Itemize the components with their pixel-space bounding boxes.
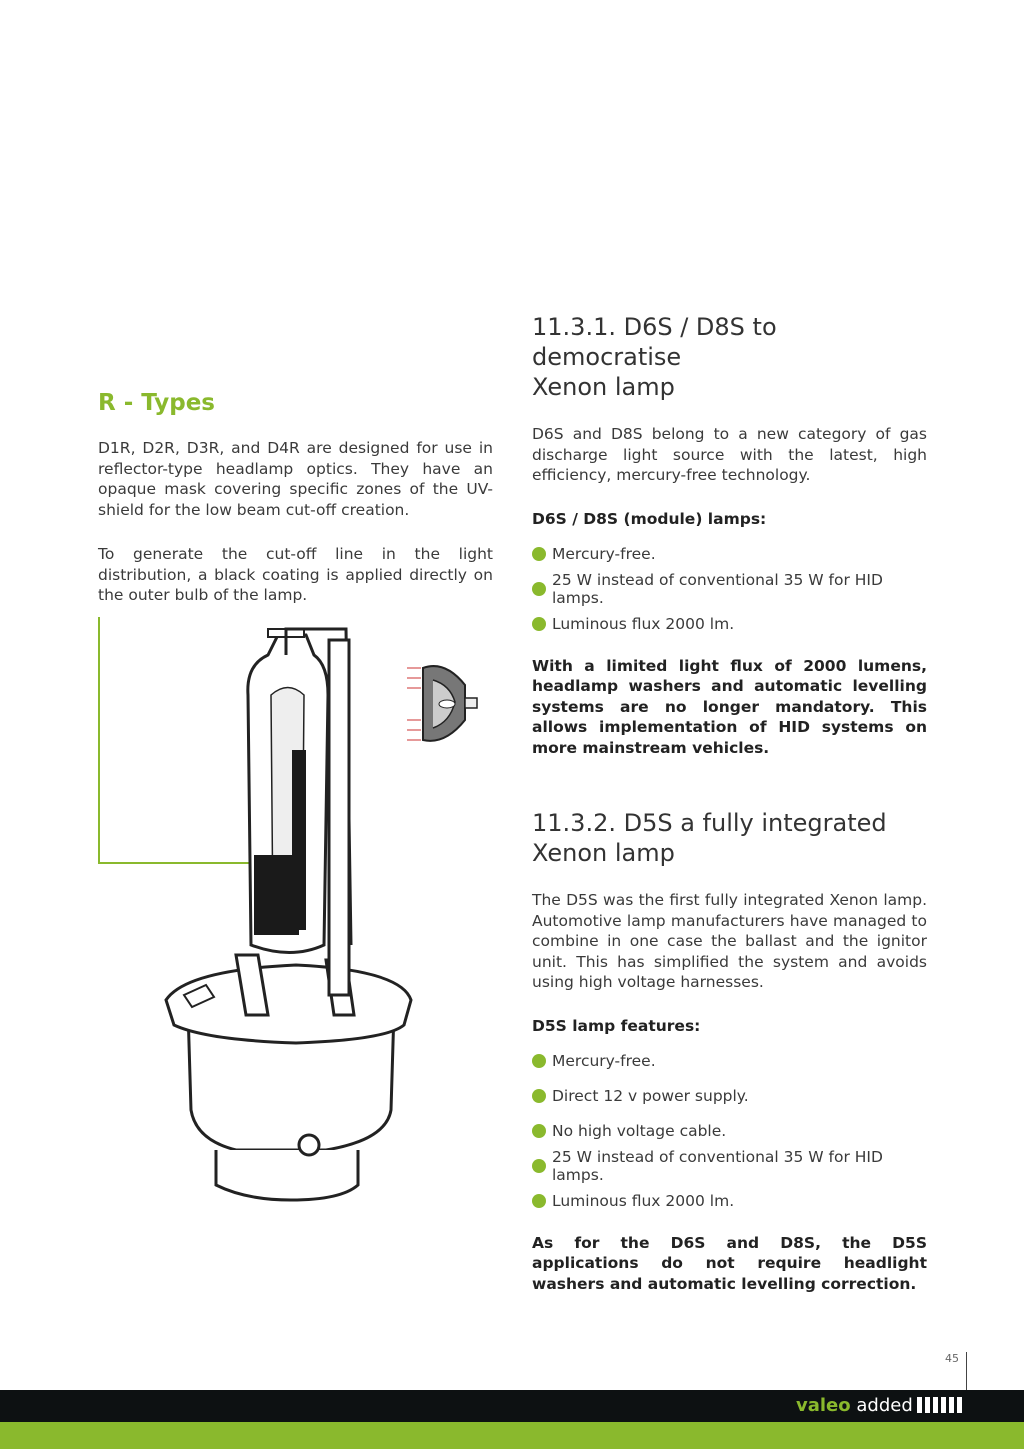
brand-name: valeo bbox=[796, 1395, 851, 1416]
reflector-headlamp-icon bbox=[405, 660, 490, 745]
section-2-title bbox=[532, 808, 927, 868]
list-item: No high voltage cable. bbox=[532, 1121, 927, 1141]
lamp-flange bbox=[166, 965, 411, 1043]
brand-suffix: added bbox=[856, 1395, 913, 1416]
section-1-title-line-2: Xenon lamp bbox=[532, 373, 675, 401]
r-types-heading: R - Types bbox=[98, 390, 215, 416]
list-item: Mercury-free. bbox=[532, 544, 927, 564]
section-2-subheading: D5S lamp features: bbox=[532, 1016, 701, 1035]
list-item: 25 W instead of conventional 35 W for HID lamps. bbox=[532, 1156, 927, 1176]
r-types-paragraph-1: D1R, D2R, D3R, and D4R are designed for use in reflector-type headlamp optics. They have an opaque mask covering specific zones of the UV-shield for the low beam cut-off creation. bbox=[98, 439, 493, 519]
section-1-conclusion: With a limited light flux of 2000 lumens, headlamp washers and automatic levelling systems are no longer mandatory. This allows implementation of HID systems on more mainstream vehicles. bbox=[532, 656, 927, 757]
brand-bars-icon bbox=[917, 1397, 962, 1413]
list-item: Luminous flux 2000 lm. bbox=[532, 614, 927, 634]
section-1-title-line-1: 11.3.1. D6S / D8S to democratise bbox=[532, 313, 777, 371]
r-types-paragraph-2: To generate the cut-off line in the light distribution, a black coating is applied directly on the outer bulb of the lamp. bbox=[98, 545, 493, 604]
left-column bbox=[98, 390, 493, 630]
bullet-dot-icon bbox=[532, 1089, 546, 1103]
bullet-dot-icon bbox=[532, 1124, 546, 1138]
section-1-intro: D6S and D8S belong to a new category of gas discharge light source with the latest, high efficiency, mercury-free technology. bbox=[532, 425, 927, 484]
section-2-title-line-1: 11.3.2. D5S a fully integrated bbox=[532, 809, 887, 837]
section-1-title bbox=[532, 312, 927, 402]
section-2-intro: The D5S was the first fully integrated Xenon lamp. Automotive lamp manufacturers have managed to combine in one case the ballast and the ignitor unit. This has simplified the system and avoids using high voltage harnesses. bbox=[532, 891, 927, 991]
section-2-title-line-2: Xenon lamp bbox=[532, 839, 675, 867]
footer-green-band bbox=[0, 1422, 1024, 1449]
bullet-dot-icon bbox=[532, 547, 546, 561]
list-item: 25 W instead of conventional 35 W for HID lamps. bbox=[532, 579, 927, 599]
page-number-rule bbox=[966, 1352, 967, 1392]
brand-logo bbox=[796, 1395, 913, 1416]
bullet-dot-icon bbox=[532, 1194, 546, 1208]
bullet-dot-icon bbox=[532, 617, 546, 631]
bullet-dot-icon bbox=[532, 582, 546, 596]
section-1-subheading: D6S / D8S (module) lamps: bbox=[532, 509, 767, 528]
bullet-dot-icon bbox=[532, 1054, 546, 1068]
right-column bbox=[532, 312, 927, 1344]
callout-line bbox=[99, 617, 258, 863]
bullet-dot-icon bbox=[532, 1159, 546, 1173]
list-item: Mercury-free. bbox=[532, 1051, 927, 1071]
section-2-conclusion: As for the D6S and D8S, the D5S applications do not require headlight washers and automatic levelling correction. bbox=[532, 1233, 927, 1293]
list-item: Direct 12 v power supply. bbox=[532, 1086, 927, 1106]
page-number: 45 bbox=[945, 1352, 959, 1365]
list-item: Luminous flux 2000 lm. bbox=[532, 1191, 927, 1211]
